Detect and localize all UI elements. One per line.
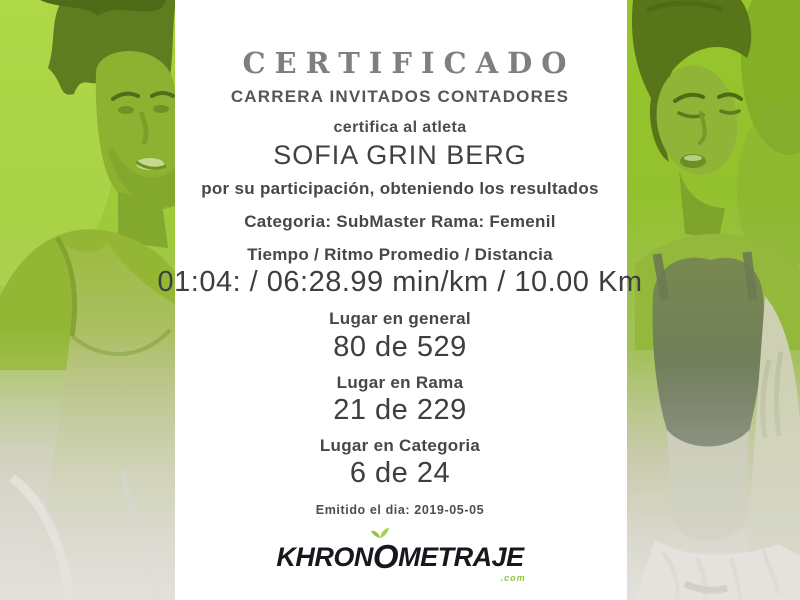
gender-place-label: Lugar en Rama bbox=[336, 373, 464, 392]
certificate-title: CERTIFICADO bbox=[242, 46, 576, 80]
gender-place-value: 21 de 229 bbox=[333, 394, 467, 426]
khronometraje-logo bbox=[0, 536, 800, 583]
logo-part1: KHRON bbox=[276, 542, 373, 572]
category-line: Categoria: SubMaster Rama: Femenil bbox=[244, 212, 556, 231]
participation-line: por su participación, obteniendo los resultados bbox=[201, 179, 599, 198]
overall-place-label: Lugar en general bbox=[329, 309, 471, 328]
logo-wordmark bbox=[276, 536, 526, 583]
logo-part2: METRAJE bbox=[398, 542, 524, 572]
overall-place-value: 80 de 529 bbox=[333, 331, 467, 363]
metrics-value: 01:04: / 06:28.99 min/km / 10.00 Km bbox=[157, 266, 643, 298]
event-name: CARRERA INVITADOS CONTADORES bbox=[230, 87, 570, 106]
certifies-label: certifica al atleta bbox=[333, 119, 467, 136]
metrics-label: Tiempo / Ritmo Promedio / Distancia bbox=[247, 245, 553, 264]
category-place-value: 6 de 24 bbox=[349, 457, 451, 489]
logo-letter-o: O bbox=[372, 538, 399, 575]
issued-date-line: Emitido el dia: 2019-05-05 bbox=[315, 503, 485, 517]
category-place-label: Lugar en Categoria bbox=[319, 436, 481, 455]
logo-tld: .com bbox=[500, 573, 526, 583]
athlete-name: SOFIA GRIN BERG bbox=[273, 140, 527, 170]
